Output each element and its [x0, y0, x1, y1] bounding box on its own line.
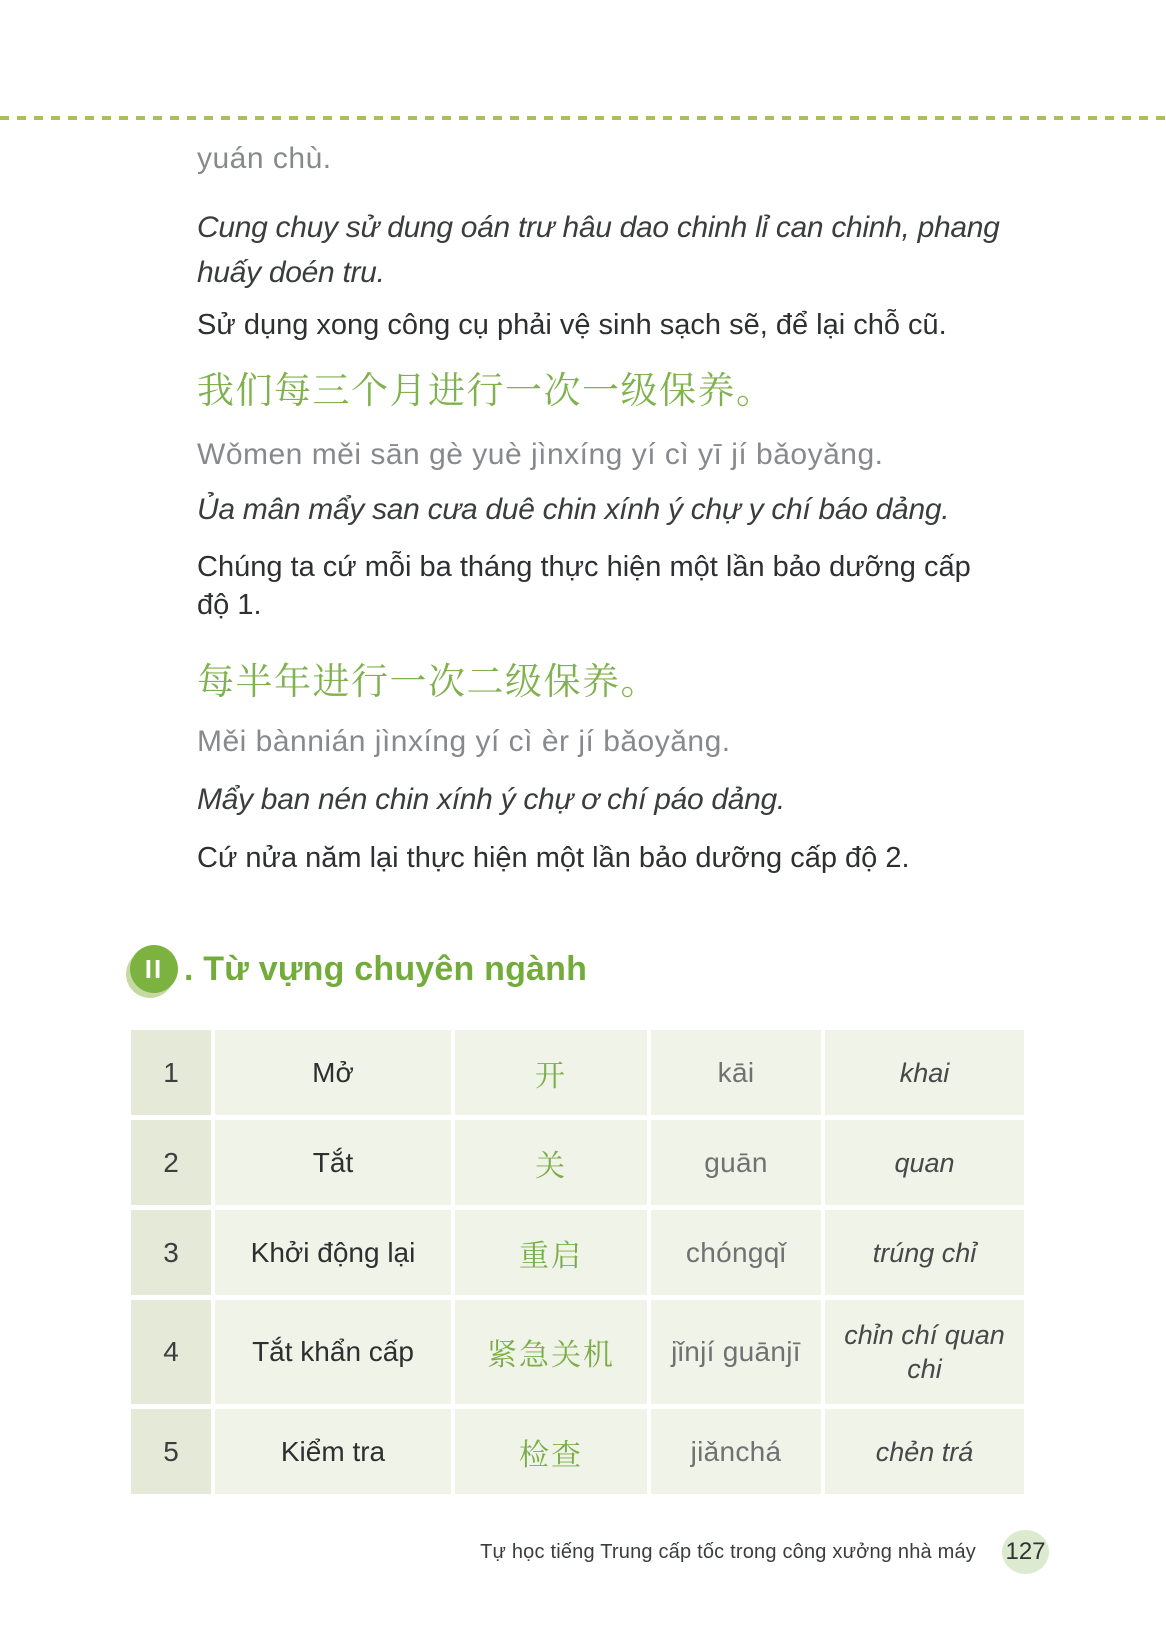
pinyin-line: Měi bànnián jìnxíng yí cì èr jí bǎoyǎng. — [197, 725, 731, 758]
table-cell-number: 2 — [131, 1120, 211, 1205]
viet-phonetic-line: Cung chuy sử dung oán trư hâu dao chinh lỉ can chinh, phang huấy doén tru. — [197, 211, 1000, 289]
table-cell-vietnamese: Kiểm tra — [215, 1409, 451, 1494]
table-cell-chinese: 开 — [455, 1030, 647, 1115]
table-cell-phonetic: quan — [825, 1120, 1024, 1205]
table-cell-number: 5 — [131, 1409, 211, 1494]
table-cell-chinese: 紧急关机 — [455, 1300, 647, 1404]
table-cell-phonetic: trúng chỉ — [825, 1210, 1024, 1295]
translation-line: Cứ nửa năm lại thực hiện một lần bảo dưỡng cấp độ 2. — [197, 842, 910, 874]
table-cell-phonetic: khai — [825, 1030, 1024, 1115]
table-cell-phonetic: chỉn chí quan chi — [825, 1300, 1024, 1404]
section-number-badge — [130, 945, 178, 993]
page-number: 127 — [1005, 1538, 1046, 1565]
table-cell-pinyin: kāi — [651, 1030, 821, 1115]
table-cell-pinyin: jǐnjí guānjī — [651, 1300, 821, 1404]
table-cell-chinese: 重启 — [455, 1210, 647, 1295]
dashed-divider — [0, 116, 1166, 120]
lesson-content — [144, 140, 1007, 1494]
table-cell-pinyin: guān — [651, 1120, 821, 1205]
translation-line: Chúng ta cứ mỗi ba tháng thực hiện một lần bảo dưỡng cấp độ 1. — [197, 551, 971, 621]
table-cell-pinyin: jiǎnchá — [651, 1409, 821, 1494]
table-cell-vietnamese: Mở — [215, 1030, 451, 1115]
table-cell-vietnamese: Tắt — [215, 1120, 451, 1205]
translation-line: Sử dụng xong công cụ phải vệ sinh sạch sẽ, để lại chỗ cũ. — [197, 309, 947, 341]
table-cell-chinese: 关 — [455, 1120, 647, 1205]
vocabulary-table — [131, 1030, 1024, 1494]
table-cell-chinese: 检查 — [455, 1409, 647, 1494]
footer-book-title: Tự học tiếng Trung cấp tốc trong công xưởng nhà máy — [480, 1540, 976, 1563]
viet-phonetic-line: Mẩy ban nén chin xính ý chự ơ chí páo dảng. — [197, 783, 785, 816]
chinese-sentence: 每半年进行一次二级保养。 — [197, 661, 659, 702]
table-cell-vietnamese: Khởi động lại — [215, 1210, 451, 1295]
table-cell-phonetic: chẻn trá — [825, 1409, 1024, 1494]
pinyin-line: Wǒmen měi sān gè yuè jìnxíng yí cì yī jí bǎoyǎng. — [197, 438, 884, 471]
table-cell-vietnamese: Tắt khẩn cấp — [215, 1300, 451, 1404]
table-cell-number: 3 — [131, 1210, 211, 1295]
section-header — [130, 940, 1007, 998]
table-cell-number: 1 — [131, 1030, 211, 1115]
table-cell-number: 4 — [131, 1300, 211, 1404]
viet-phonetic-line: Ủa mân mẩy san cưa duê chin xính ý chự y chí báo dảng. — [197, 493, 950, 526]
page-footer — [480, 1528, 1049, 1576]
table-cell-pinyin: chóngqǐ — [651, 1210, 821, 1295]
section-number: II — [144, 953, 164, 984]
page-number-badge — [1002, 1530, 1049, 1574]
pinyin-line: yuán chù. — [197, 142, 332, 175]
section-title: . Từ vựng chuyên ngành — [184, 949, 588, 988]
chinese-sentence: 我们每三个月进行一次一级保养。 — [197, 370, 775, 411]
